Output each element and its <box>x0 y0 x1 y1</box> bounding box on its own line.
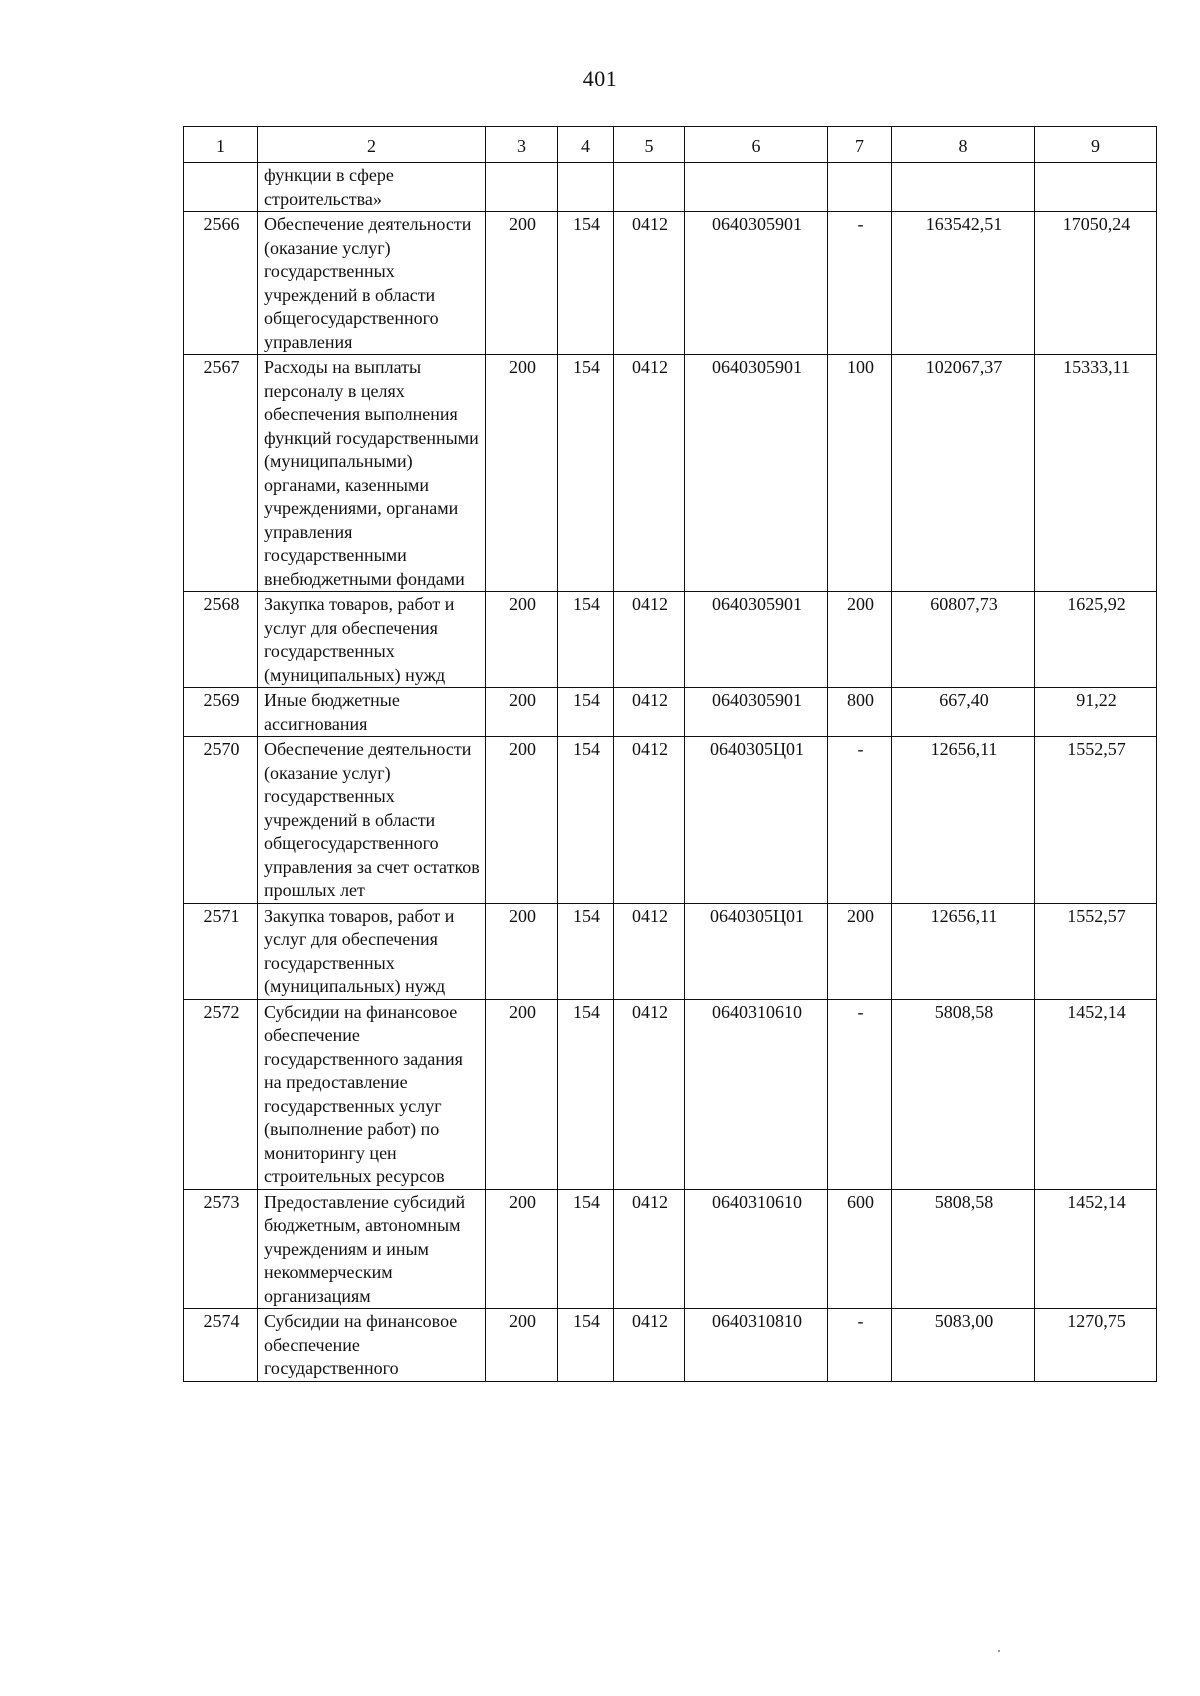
cell-subsection: 0412 <box>614 903 685 999</box>
cell-subsection: 0412 <box>614 212 685 355</box>
cell-name: Закупка товаров, работ и услуг для обеспечения государственных (муниципальных) нужд <box>258 592 486 688</box>
cell-id: 2568 <box>184 592 258 688</box>
cell-amount: 12656,11 <box>892 737 1035 904</box>
cell-section: 200 <box>486 1189 558 1309</box>
cell-target-article: 0640305901 <box>685 212 828 355</box>
cell-amount: 5083,00 <box>892 1309 1035 1382</box>
continuation-row <box>184 163 1157 212</box>
cell-target-article: 0640305Ц01 <box>685 737 828 904</box>
cell-id: 2573 <box>184 1189 258 1309</box>
table-row <box>184 592 1157 688</box>
cell-amount: 102067,37 <box>892 355 1035 592</box>
cell-id: 2572 <box>184 999 258 1189</box>
column-header-7: 7 <box>828 127 892 163</box>
cell-id: 2574 <box>184 1309 258 1382</box>
cell-section: 200 <box>486 903 558 999</box>
table-row <box>184 355 1157 592</box>
cell-amount-2: 1552,57 <box>1035 903 1157 999</box>
cell-amount: 60807,73 <box>892 592 1035 688</box>
page-number: 401 <box>582 66 618 91</box>
cell-name: Закупка товаров, работ и услуг для обеспечения государственных (муниципальных) нужд <box>258 903 486 999</box>
cell-ministry: 154 <box>558 592 614 688</box>
cell-empty <box>1035 163 1157 212</box>
cell-subsection: 0412 <box>614 688 685 737</box>
cell-amount-2: 1552,57 <box>1035 737 1157 904</box>
cell-amount-2: 1270,75 <box>1035 1309 1157 1382</box>
cell-expense-type: - <box>828 737 892 904</box>
scan-speck <box>998 1650 1000 1652</box>
cell-section: 200 <box>486 592 558 688</box>
cell-ministry: 154 <box>558 1309 614 1382</box>
table-row <box>184 212 1157 355</box>
cell-expense-type: 800 <box>828 688 892 737</box>
cell-ministry: 154 <box>558 737 614 904</box>
cell-expense-type: 600 <box>828 1189 892 1309</box>
cell-empty <box>828 163 892 212</box>
cell-ministry: 154 <box>558 212 614 355</box>
cell-id: 2570 <box>184 737 258 904</box>
cell-empty <box>558 163 614 212</box>
cell-empty <box>614 163 685 212</box>
table-row <box>184 688 1157 737</box>
cell-ministry: 154 <box>558 355 614 592</box>
cell-empty <box>486 163 558 212</box>
cell-name: Обеспечение деятельности (оказание услуг) государственных учреждений в области общегосударственного управления за счет остатков прошлых лет <box>258 737 486 904</box>
cell-amount-2: 17050,24 <box>1035 212 1157 355</box>
cell-target-article: 0640310810 <box>685 1309 828 1382</box>
cell-expense-type: - <box>828 999 892 1189</box>
column-header-1: 1 <box>184 127 258 163</box>
cell-section: 200 <box>486 1309 558 1382</box>
cell-section: 200 <box>486 212 558 355</box>
cell-name: функции в сфере строительства» <box>258 163 486 212</box>
cell-amount-2: 1625,92 <box>1035 592 1157 688</box>
cell-amount-2: 91,22 <box>1035 688 1157 737</box>
table-row <box>184 999 1157 1189</box>
cell-section: 200 <box>486 355 558 592</box>
cell-id: 2566 <box>184 212 258 355</box>
cell-section: 200 <box>486 688 558 737</box>
cell-name: Предоставление субсидий бюджетным, автономным учреждениям и иным некоммерческим организациям <box>258 1189 486 1309</box>
cell-id <box>184 163 258 212</box>
cell-amount-2: 1452,14 <box>1035 1189 1157 1309</box>
column-header-4: 4 <box>558 127 614 163</box>
cell-name: Иные бюджетные ассигнования <box>258 688 486 737</box>
cell-amount: 5808,58 <box>892 999 1035 1189</box>
cell-subsection: 0412 <box>614 1309 685 1382</box>
cell-target-article: 0640305Ц01 <box>685 903 828 999</box>
cell-ministry: 154 <box>558 903 614 999</box>
cell-subsection: 0412 <box>614 999 685 1189</box>
cell-expense-type: 200 <box>828 903 892 999</box>
column-header-3: 3 <box>486 127 558 163</box>
cell-amount: 667,40 <box>892 688 1035 737</box>
cell-target-article: 0640305901 <box>685 688 828 737</box>
table-row <box>184 1189 1157 1309</box>
cell-amount-2: 1452,14 <box>1035 999 1157 1189</box>
column-header-8: 8 <box>892 127 1035 163</box>
cell-name: Расходы на выплаты персоналу в целях обеспечения выполнения функций государственными (муниципальными) органами, казенными учреждениями, органами управления государственными внебюджетными фондами <box>258 355 486 592</box>
cell-amount-2: 15333,11 <box>1035 355 1157 592</box>
column-header-2: 2 <box>258 127 486 163</box>
cell-target-article: 0640305901 <box>685 355 828 592</box>
cell-ministry: 154 <box>558 688 614 737</box>
cell-target-article: 0640305901 <box>685 592 828 688</box>
table-header-row <box>184 127 1157 163</box>
cell-subsection: 0412 <box>614 1189 685 1309</box>
cell-empty <box>892 163 1035 212</box>
cell-id: 2567 <box>184 355 258 592</box>
table-row <box>184 1309 1157 1382</box>
cell-target-article: 0640310610 <box>685 999 828 1189</box>
table-row <box>184 903 1157 999</box>
cell-id: 2571 <box>184 903 258 999</box>
cell-amount: 5808,58 <box>892 1189 1035 1309</box>
cell-section: 200 <box>486 737 558 904</box>
cell-subsection: 0412 <box>614 737 685 904</box>
column-header-6: 6 <box>685 127 828 163</box>
cell-empty <box>685 163 828 212</box>
cell-amount: 163542,51 <box>892 212 1035 355</box>
cell-section: 200 <box>486 999 558 1189</box>
cell-name: Субсидии на финансовое обеспечение государственного задания на предоставление государственных услуг (выполнение работ) по мониторингу цен строительных ресурсов <box>258 999 486 1189</box>
budget-table <box>183 126 1157 1382</box>
column-header-9: 9 <box>1035 127 1157 163</box>
cell-target-article: 0640310610 <box>685 1189 828 1309</box>
cell-ministry: 154 <box>558 1189 614 1309</box>
cell-expense-type: - <box>828 212 892 355</box>
cell-expense-type: - <box>828 1309 892 1382</box>
cell-amount: 12656,11 <box>892 903 1035 999</box>
cell-name: Субсидии на финансовое обеспечение государственного <box>258 1309 486 1382</box>
cell-ministry: 154 <box>558 999 614 1189</box>
cell-id: 2569 <box>184 688 258 737</box>
cell-name: Обеспечение деятельности (оказание услуг) государственных учреждений в области общегосударственного управления <box>258 212 486 355</box>
cell-subsection: 0412 <box>614 355 685 592</box>
cell-expense-type: 100 <box>828 355 892 592</box>
column-header-5: 5 <box>614 127 685 163</box>
table-row <box>184 737 1157 904</box>
cell-subsection: 0412 <box>614 592 685 688</box>
cell-expense-type: 200 <box>828 592 892 688</box>
